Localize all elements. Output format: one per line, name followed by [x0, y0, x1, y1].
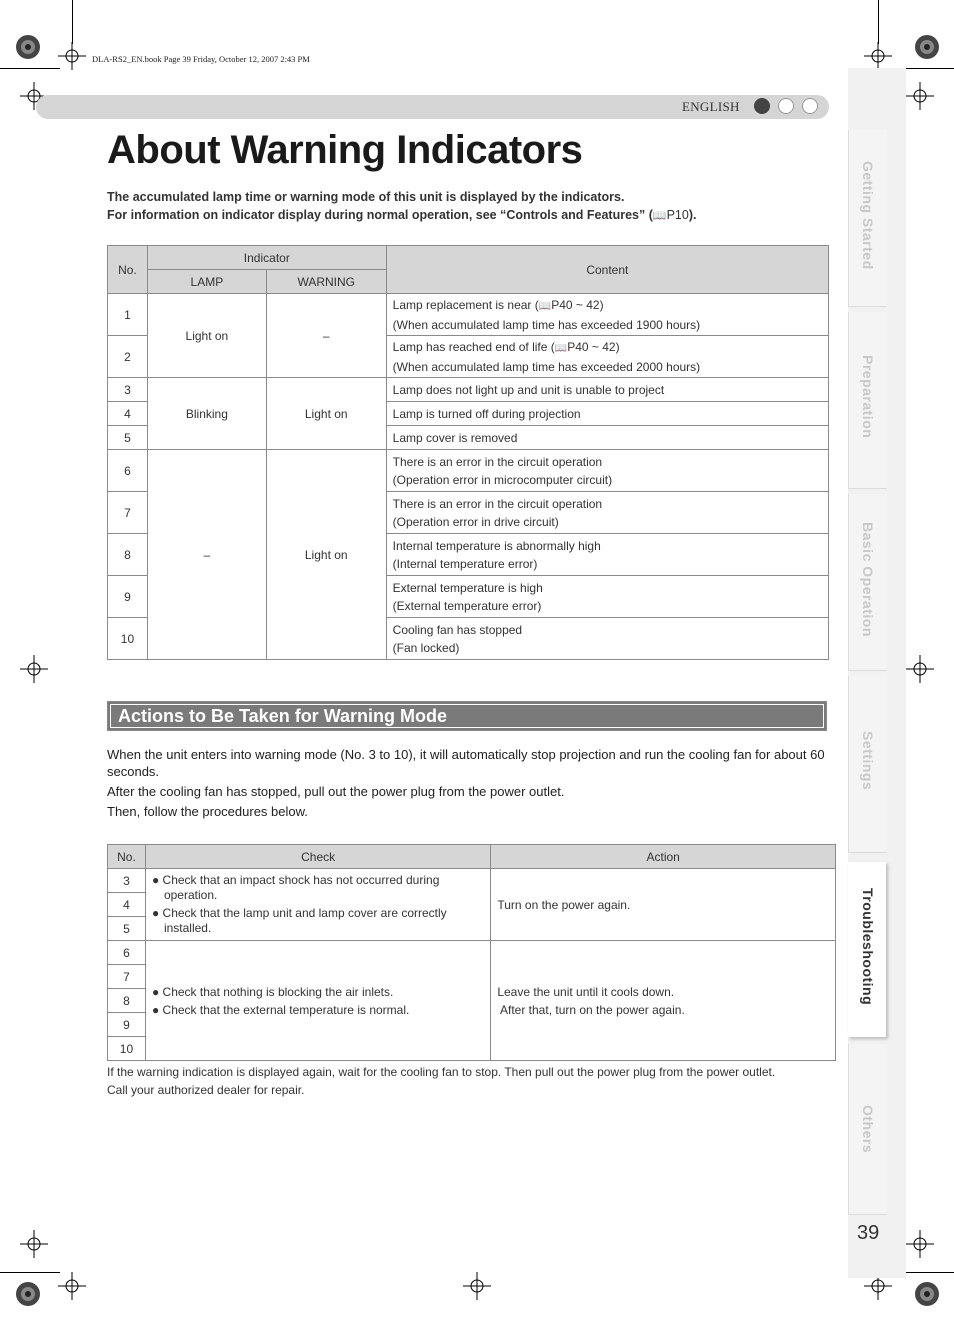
side-tab-label: Preparation — [860, 355, 876, 439]
side-tab-getting-started[interactable] — [851, 140, 885, 290]
row-no: 6 — [108, 941, 146, 965]
lamp-state: Blinking — [147, 378, 266, 450]
row-no: 6 — [108, 450, 148, 492]
check-item — [152, 873, 484, 903]
crop-line — [0, 68, 60, 69]
language-label: ENGLISH — [682, 99, 740, 114]
intro-line-1: The accumulated lamp time or warning mode of this unit is displayed by the indicators. — [107, 190, 625, 204]
side-tab-preparation[interactable] — [851, 322, 885, 472]
bullet-icon: ● — [151, 906, 160, 920]
row-no: 9 — [108, 1013, 146, 1037]
crosshair-mark-icon — [463, 1272, 491, 1300]
header-lamp: LAMP — [147, 270, 266, 294]
indicator-table — [107, 245, 829, 660]
crop-line — [0, 1272, 60, 1273]
content-text: (When accumulated lamp time has exceeded 2000 hours) — [392, 359, 701, 374]
content-cell — [386, 336, 828, 378]
side-tab-label: Others — [860, 1104, 876, 1154]
action-text: After that, turn on the power again. — [497, 1002, 685, 1017]
row-no: 5 — [108, 917, 146, 941]
check-text: Check that nothing is blocking the air inlets. — [162, 984, 394, 999]
side-tab-label: Settings — [860, 731, 876, 791]
intro-line-2 — [107, 208, 696, 222]
content-cell — [386, 618, 828, 660]
check-text: Check that the external temperature is normal. — [162, 1002, 410, 1017]
section-paragraph-1: When the unit enters into warning mode (No. 3 to 10), it will automatically stop projection and run the cooling fan for about 60 seconds. — [107, 747, 825, 779]
crosshair-mark-icon — [58, 42, 86, 70]
row-no: 3 — [108, 869, 146, 893]
content-text: There is an error in the circuit operation — [392, 496, 603, 511]
header-no: No. — [108, 845, 146, 869]
content-cell: Lamp is turned off during projection — [386, 402, 828, 426]
dot-icon — [754, 98, 770, 114]
registration-mark-icon — [913, 1280, 941, 1308]
row-no: 8 — [108, 534, 148, 576]
header-content: Content — [386, 246, 828, 294]
registration-mark-icon — [913, 33, 941, 61]
dot-icon — [802, 98, 818, 114]
crosshair-mark-icon — [58, 1272, 86, 1300]
crosshair-mark-icon — [20, 1230, 48, 1258]
check-item — [152, 983, 484, 1001]
side-tab-others[interactable] — [851, 1054, 885, 1204]
book-icon: 📖 — [652, 210, 667, 222]
side-tab-label: Troubleshooting — [860, 888, 876, 1006]
book-icon: 📖 — [554, 342, 568, 354]
content-text: ) — [599, 297, 604, 312]
content-cell — [386, 576, 828, 618]
crosshair-mark-icon — [864, 42, 892, 70]
page-reference: P40 ~ 42 — [567, 339, 616, 354]
row-no: 10 — [108, 618, 148, 660]
row-no: 10 — [108, 1037, 146, 1061]
row-no: 7 — [108, 965, 146, 989]
content-text: Lamp replacement is near ( — [392, 297, 539, 312]
row-no: 7 — [108, 492, 148, 534]
crop-line — [878, 0, 879, 44]
row-no: 1 — [108, 294, 148, 336]
content-text: Cooling fan has stopped — [392, 622, 523, 637]
row-no: 8 — [108, 989, 146, 1013]
content-text: There is an error in the circuit operation — [392, 454, 603, 469]
crosshair-mark-icon — [906, 82, 934, 110]
side-tab-label: Getting Started — [860, 160, 876, 270]
header-indicator: Indicator — [147, 246, 386, 270]
crosshair-mark-icon — [906, 655, 934, 683]
registration-mark-icon — [14, 1280, 42, 1308]
action-cell — [491, 941, 836, 1061]
check-item — [152, 1001, 484, 1019]
page-reference: P40 ~ 42 — [551, 297, 600, 312]
content-text: Internal temperature is abnormally high — [392, 538, 601, 553]
page-reference: P10 — [666, 208, 689, 222]
content-cell: Lamp does not light up and unit is unable to project — [386, 378, 828, 402]
content-cell — [386, 294, 828, 336]
footnote-line-1: If the warning indication is displayed again, wait for the cooling fan to stop. Then pull out the power plug from the power outlet. — [107, 1065, 776, 1079]
row-no: 2 — [108, 336, 148, 378]
crop-line — [72, 0, 73, 44]
print-info: DLA-RS2_EN.book Page 39 Friday, October 12, 2007 2:43 PM — [92, 54, 310, 64]
side-tab-settings[interactable] — [851, 686, 885, 836]
page-title: About Warning Indicators — [107, 128, 583, 172]
section-header — [107, 701, 827, 731]
content-text: (Internal temperature error) — [392, 556, 538, 571]
content-text: (Fan locked) — [392, 640, 460, 655]
dot-icon — [778, 98, 794, 114]
side-tab-troubleshooting[interactable] — [851, 872, 885, 1022]
content-cell — [386, 492, 828, 534]
content-text: External temperature is high — [392, 580, 543, 595]
lamp-state: – — [147, 450, 266, 660]
book-icon: 📖 — [538, 300, 552, 312]
lamp-state: Light on — [147, 294, 266, 378]
bullet-icon: ● — [151, 873, 160, 887]
registration-mark-icon — [14, 33, 42, 61]
section-paragraph-2: After the cooling fan has stopped, pull out the power plug from the power outlet. — [107, 784, 565, 799]
side-tab-basic-operation[interactable] — [851, 504, 885, 654]
header-no: No. — [108, 246, 148, 294]
row-no: 5 — [108, 426, 148, 450]
check-cell — [145, 941, 490, 1061]
content-cell — [386, 534, 828, 576]
warning-state: – — [266, 294, 386, 378]
content-text: ) — [615, 339, 620, 354]
intro-text: ). — [688, 208, 697, 222]
content-text: Lamp has reached end of life ( — [392, 339, 555, 354]
intro-text: For information on indicator display during normal operation, see “Controls and Features” ( — [107, 208, 653, 222]
bullet-icon: ● — [151, 1002, 160, 1017]
header-check: Check — [145, 845, 490, 869]
bullet-icon: ● — [151, 984, 160, 999]
content-text: (When accumulated lamp time has exceeded 1900 hours) — [392, 317, 701, 332]
header-action: Action — [491, 845, 836, 869]
row-no: 9 — [108, 576, 148, 618]
section-paragraph-3: Then, follow the procedures below. — [107, 804, 308, 819]
action-text: Leave the unit until it cools down. — [497, 984, 675, 999]
section-title: Actions to Be Taken for Warning Mode — [118, 706, 448, 726]
action-table — [107, 844, 836, 1061]
content-text: (Operation error in drive circuit) — [392, 514, 559, 529]
crosshair-mark-icon — [906, 1230, 934, 1258]
check-cell — [145, 869, 490, 941]
warning-state: Light on — [266, 450, 386, 660]
action-cell: Turn on the power again. — [491, 869, 836, 941]
check-item — [152, 906, 484, 936]
check-text: Check that an impact shock has not occurred during operation. — [162, 873, 440, 902]
content-text: (Operation error in microcomputer circuit) — [392, 472, 613, 487]
content-text: (External temperature error) — [392, 598, 542, 613]
side-tab-label: Basic Operation — [860, 521, 876, 637]
footnote-line-2: Call your authorized dealer for repair. — [107, 1083, 305, 1097]
check-text: Check that the lamp unit and lamp cover are correctly installed. — [162, 906, 447, 935]
content-cell: Lamp cover is removed — [386, 426, 828, 450]
crosshair-mark-icon — [20, 655, 48, 683]
row-no: 3 — [108, 378, 148, 402]
header-warning: WARNING — [266, 270, 386, 294]
page-number: 39 — [857, 1222, 880, 1244]
row-no: 4 — [108, 402, 148, 426]
warning-state: Light on — [266, 378, 386, 450]
row-no: 4 — [108, 893, 146, 917]
content-cell — [386, 450, 828, 492]
